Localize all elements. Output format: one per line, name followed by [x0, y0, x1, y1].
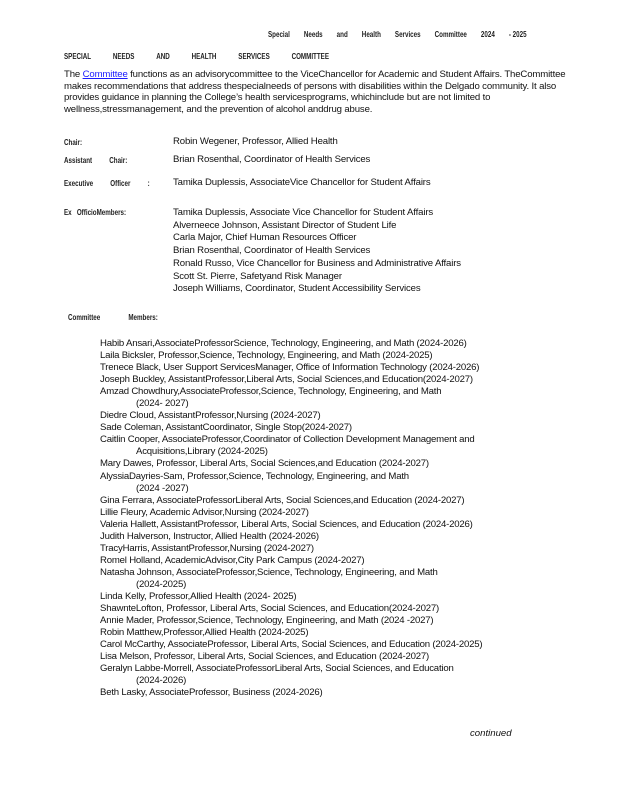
committee-member: [100, 471, 482, 495]
intro-body: functions as an advisorycommittee to the ViceChancellor for Academic and Student Affairs. TheCommittee makes recommendations that address thespecialneeds of persons with disabilities within the Delgado community. It also provides guidance in planning the College’s health servicesprograms, whichinclude but are not limited to wellness,stressmanagement, and the prevention of alcohol anddrug abuse.: [64, 69, 566, 115]
running-header-word: Needs: [303, 30, 323, 39]
committee-member: [100, 507, 482, 519]
committee-member-line: Natasha Johnson, AssociateProfessor,Science, Technology, Engineering, and Math: [100, 566, 438, 578]
ex-officio-member: Brian Rosenthal, Coordinator of Health Services: [173, 245, 371, 257]
assistant-chair-label-word: Chair:: [109, 156, 128, 165]
committee-member-line: Lillie Fleury, Academic Advisor,Nursing (2024-2027): [100, 506, 309, 518]
ex-officio-member: Joseph Williams, Coordinator, Student Accessibility Services: [173, 283, 421, 295]
committee-member-line: Mary Dawes, Professor, Liberal Arts, Social Sciences,and Education (2024-2027): [100, 458, 429, 470]
committee-member-line: Lisa Melson, Professor, Liberal Arts, Social Sciences, and Education (2024-2027): [100, 651, 430, 663]
committee-member-line: Gina Ferrara, AssociateProfessorLiberal Arts, Social Sciences,and Education (2024-2027): [100, 494, 465, 506]
ex-officio-label: Ex OfficioMembers:: [64, 208, 127, 217]
committee-member-continuation: (2024- 2027): [136, 398, 189, 410]
committee-member-continuation: Acquisitions,Library (2024-2025): [136, 446, 268, 458]
committee-member-line: Judith Halverson, Instructor, Allied Health (2024-2026): [100, 530, 319, 542]
committee-member-line: Habib Ansari,AssociateProfessorScience, Technology, Engineering, and Math (2024-2026): [100, 338, 467, 349]
committee-member: [100, 434, 482, 458]
committee-member-line: ShawnteLofton, Professor, Liberal Arts, Social Sciences, and Education(2024-2027): [100, 603, 439, 615]
committee-member: [100, 531, 482, 543]
committee-member: [100, 651, 482, 663]
committee-member-line: Annie Mader, Professor,Science, Technology, Engineering, and Math (2024 -2027): [100, 615, 434, 627]
committee-member: [100, 350, 482, 362]
section-title: [64, 52, 351, 61]
committee-member-line: Romel Holland, AcademicAdvisor,City Park Campus (2024-2027): [100, 554, 365, 566]
committee-member-line: TracyHarris, AssistantProfessor,Nursing (2024-2027): [100, 542, 314, 554]
committee-members-label: [68, 313, 186, 322]
ex-officio-member: Scott St. Pierre, Safetyand Risk Manager: [173, 270, 342, 282]
committee-member: [100, 663, 482, 687]
chair-label: [64, 138, 99, 147]
committee-member: [100, 362, 482, 374]
committee-member-line: Linda Kelly, Professor,Allied Health (2024- 2025): [100, 590, 297, 602]
committee-member-line: Beth Lasky, AssociateProfessor, Business (2024-2026): [100, 687, 323, 699]
committee-member-line: Sade Coleman, AssistantCoordinator, Single Stop(2024-2027): [100, 422, 352, 434]
committee-member-line: Diedre Cloud, AssistantProfessor,Nursing (2024-2027): [100, 410, 321, 422]
committee-member-continuation: (2024-2026): [136, 675, 187, 687]
committee-member-line: Geralyn Labbe-Morrell, AssociateProfessorLiberal Arts, Social Sciences, and Education: [100, 663, 454, 675]
committee-member: [100, 687, 482, 699]
continued-note: continued: [470, 728, 512, 739]
committee-member-line: Trenece Black, User Support ServicesManager, Office of Information Technology (2024-2026): [100, 362, 480, 374]
committee-member: [100, 386, 482, 410]
committee-member: [100, 410, 482, 422]
committee-member: [100, 639, 482, 651]
section-title-word: COMMITTEE: [291, 52, 330, 61]
running-header-word: Health: [361, 30, 381, 39]
running-header-word: Special: [268, 30, 290, 39]
running-header-word: and: [336, 30, 348, 39]
ex-officio-member: Ronald Russo, Vice Chancellor for Business and Administrative Affairs: [173, 257, 461, 269]
executive-officer-value: Tamika Duplessis, AssociateVice Chancellor for Student Affairs: [173, 177, 431, 188]
committee-member-line: Robin Matthew,Professor,Allied Health (2024-2025): [100, 627, 309, 639]
running-header-word: - 2025: [508, 30, 527, 39]
committee-member: [100, 495, 482, 507]
committee-member: [100, 338, 482, 350]
committee-member-line: Valeria Hallett, AssistantProfessor, Liberal Arts, Social Sciences, and Education (2024-2026): [100, 518, 473, 530]
committee-member-line: Caitlin Cooper, AssociateProfessor,Coordinator of Collection Development Management and: [100, 434, 475, 446]
chair-value: Robin Wegener, Professor, Allied Health: [173, 136, 338, 147]
committee-member-continuation: (2024 -2027): [136, 482, 189, 494]
running-header-word: Services: [394, 30, 421, 39]
committee-member-line: Amzad Chowdhury,AssociateProfessor,Science, Technology, Engineering, and Math: [100, 386, 442, 398]
executive-officer-label: [64, 179, 167, 188]
section-title-word: SERVICES: [238, 52, 270, 61]
committee-members-label-word: Members:: [128, 313, 158, 322]
assistant-chair-label: [64, 156, 144, 165]
executive-officer-label-word: Executive: [64, 179, 94, 188]
ex-officio-member: Alverneece Johnson, Assistant Director of Student Life: [173, 219, 397, 231]
committee-member: [100, 615, 482, 627]
committee-member-line: Joseph Buckley, AssistantProfessor,Liberal Arts, Social Sciences,and Education(2024-2027): [100, 374, 473, 386]
section-title-word: HEALTH: [191, 52, 217, 61]
committee-member-line: AlyssiaDayries-Sam, Professor,Science, Technology, Engineering, and Math: [100, 470, 409, 482]
committee-link[interactable]: Committee: [82, 69, 128, 80]
committee-member: [100, 458, 482, 470]
committee-members-list: [100, 338, 482, 699]
section-title-word: NEEDS: [112, 52, 135, 61]
ex-officio-member: Tamika Duplessis, Associate Vice Chancellor for Student Affairs: [173, 207, 434, 218]
committee-member: [100, 627, 482, 639]
committee-member-line: Laila Bicksler, Professor,Science, Technology, Engineering, and Math (2024-2025): [100, 350, 433, 362]
ex-officio-member: Carla Major, Chief Human Resources Officer: [173, 232, 357, 244]
ex-officio-list: [173, 207, 461, 296]
executive-officer-label-word: Officer: [110, 179, 131, 188]
section-title-word: AND: [156, 52, 170, 61]
running-header-word: 2024: [480, 30, 495, 39]
committee-member-line: Carol McCarthy, AssociateProfessor, Liberal Arts, Social Sciences, and Education (2024-2025): [100, 639, 483, 651]
intro-prefix: The: [64, 69, 83, 80]
committee-member: [100, 555, 482, 567]
committee-member: [100, 603, 482, 615]
assistant-chair-label-word: Assistant: [64, 156, 93, 165]
committee-member: [100, 374, 482, 386]
committee-member-continuation: (2024-2025): [136, 578, 187, 590]
running-header-word: Committee: [434, 30, 467, 39]
section-title-word: SPECIAL: [64, 52, 92, 61]
assistant-chair-value: Brian Rosenthal, Coordinator of Health Services: [173, 154, 371, 165]
committee-member: [100, 591, 482, 603]
executive-officer-label-word: :: [147, 179, 150, 188]
committee-member: [100, 543, 482, 555]
committee-member: [100, 422, 482, 434]
committee-member: [100, 567, 482, 591]
chair-label-word: Chair:: [64, 138, 83, 147]
committee-members-label-word: Committee: [68, 313, 101, 322]
intro-paragraph: [64, 69, 584, 115]
running-header: [268, 30, 541, 39]
committee-member: [100, 519, 482, 531]
